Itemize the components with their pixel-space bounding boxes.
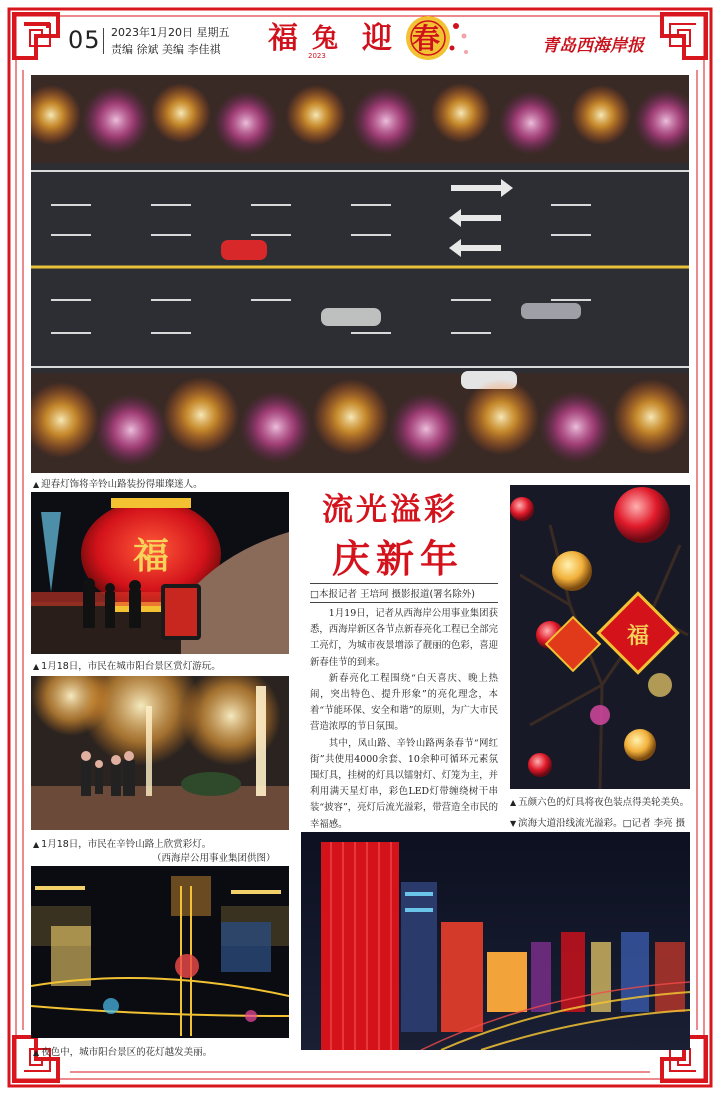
paragraph-3: 其中，凤山路、辛铃山路两条春节“网红街”共使用4000余套、10余种可循环元素氛围灯具，挂树的灯具以镭射灯、灯笼为主，并利用满天星灯串，彩色LED灯带缠绕树干串装“披容”，亮灯后流光溢彩，带营造全市民的幸福感。 — [310, 737, 498, 830]
caption-tree: ▲ 五颜六色的灯具将夜色装点得美轮美奂。 — [510, 797, 690, 808]
svg-text:福: 福 — [132, 535, 170, 577]
photo-aerial-road — [31, 75, 689, 473]
page-number: 05 — [68, 26, 101, 54]
plaza-image — [31, 866, 289, 1038]
photo-tree-ornaments — [510, 485, 690, 789]
photo-lantern — [31, 492, 289, 654]
lantern-image — [31, 492, 289, 654]
banner-year: 2023 — [308, 52, 326, 60]
photo-street — [31, 676, 289, 830]
issue-date: 2023年1月20日 星期五 — [111, 26, 230, 39]
header-divider — [103, 28, 104, 54]
headline-line-1: 流光溢彩 — [322, 492, 458, 528]
festival-banner — [266, 14, 476, 66]
credit-street: （西海岸公用事业集团供图） — [152, 853, 276, 864]
banner-char-4: 春 — [412, 22, 441, 55]
photo-skyline — [301, 832, 690, 1050]
banner-char-3: 迎 — [362, 21, 392, 56]
byline: □本报记者 王培珂 摄影报道(署名除外) — [310, 583, 498, 603]
tree-ornaments-image — [510, 485, 690, 789]
skyline-image — [301, 832, 690, 1050]
headline-line-2: 庆新年 — [332, 536, 465, 581]
fu-sign-large: 福 — [626, 623, 650, 649]
caption-aerial-road: ▲ 迎春灯饰将辛铃山路装扮得璀璨迷人。 — [33, 479, 203, 490]
newspaper-name: 青岛西海岸报 — [542, 36, 644, 56]
caption-street: ▲ 1月18日，市民在辛铃山路上欣赏彩灯。 — [33, 839, 212, 850]
photo-plaza — [31, 866, 289, 1038]
caption-lantern: ▲ 1月18日，市民在城市阳台景区赏灯游玩。 — [33, 661, 221, 672]
paragraph-2: 新春亮化工程围绕“白天喜庆、晚上热闹，突出特色、提升形象”的亮化理念，本着“节能环保、安全和谐”的原则，为广大市民营造浓厚的节日氛围。 — [310, 672, 498, 733]
aerial-road-image — [31, 75, 689, 473]
banner-char-2: 兔 — [312, 24, 339, 54]
street-image — [31, 676, 289, 830]
editors-credit: 责编 徐斌 美编 李佳祺 — [111, 43, 221, 56]
caption-skyline: ▼ 滨海大道沿线流光溢彩。□记者 李亮 摄 — [510, 818, 686, 829]
caption-plaza: ▲ 夜色中，城市阳台景区的花灯越发美丽。 — [33, 1047, 213, 1058]
paragraph-1: 1月19日，记者从西海岸公用事业集团获悉，西海岸新区各节点新春亮化工程已全部完工亮灯，为城市夜景增添了靓丽的色彩，喜迎新春佳节的到来。 — [310, 608, 498, 668]
banner-char-1: 福 — [268, 21, 298, 56]
